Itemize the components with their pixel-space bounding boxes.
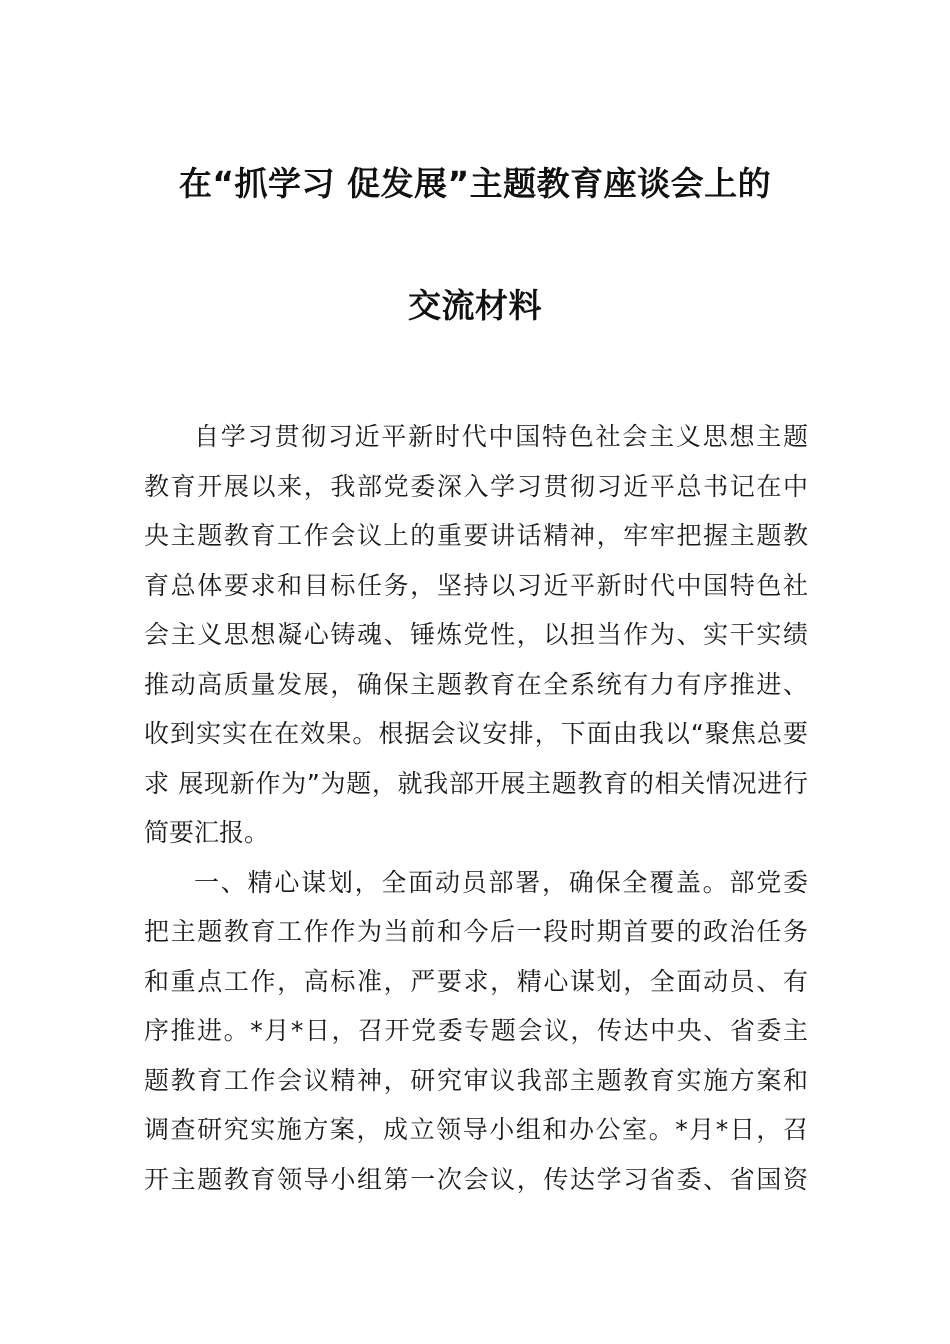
document-title-line-2: 交流材料 [408,286,542,325]
paragraph-1-line-6: 推动高质量发展，确保主题教育在全系统有力有序推进、 [144,669,808,699]
paragraph-1-line-1: 自学习贯彻习近平新时代中国特色社会主义思想主题 [194,422,808,451]
paragraph-2-line-1: 一、精心谋划，全面动员部署，确保全覆盖。部党委 [194,867,808,897]
paragraph-1-line-8: 求 展现新作为”为题，就我部开展主题教育的相关情况进行 [144,768,808,798]
paragraph-1-line-3: 央主题教育工作会议上的重要讲话精神，牢牢把握主题教 [144,521,808,550]
paragraph-2-line-4: 序推进。*月*日，召开党委专题会议，传达中央、省委主 [144,1016,808,1045]
paragraph-2-line-3: 和重点工作，高标准，严要求，精心谋划，全面动员、有 [144,966,808,996]
paragraph-2-line-7: 开主题教育领导小组第一次会议，传达学习省委、省国资 [144,1164,808,1194]
paragraph-1-line-9: 简要汇报。 [144,818,270,847]
paragraph-2-line-6: 调查研究实施方案，成立领导小组和办公室。*月*日，召 [144,1115,808,1144]
document-title-line-1: 在“抓学习 促发展”主题教育座谈会上的 [178,164,772,203]
paragraph-2-line-5: 题教育工作会议精神，研究审议我部主题教育实施方案和 [144,1065,808,1095]
paragraph-1-line-7: 收到实实在在效果。根据会议安排，下面由我以“聚焦总要 [144,719,808,748]
document-body [144,412,808,1204]
paragraph-1-line-4: 育总体要求和目标任务，坚持以习近平新时代中国特色社 [144,570,808,600]
paragraph-1-line-2: 教育开展以来，我部党委深入学习贯彻习近平总书记在中 [144,471,808,501]
paragraph-2-line-2: 把主题教育工作作为当前和今后一段时期首要的政治任务 [144,917,808,946]
paragraph-1-line-5: 会主义思想凝心铸魂、锤炼党性，以担当作为、实干实绩 [144,620,808,649]
